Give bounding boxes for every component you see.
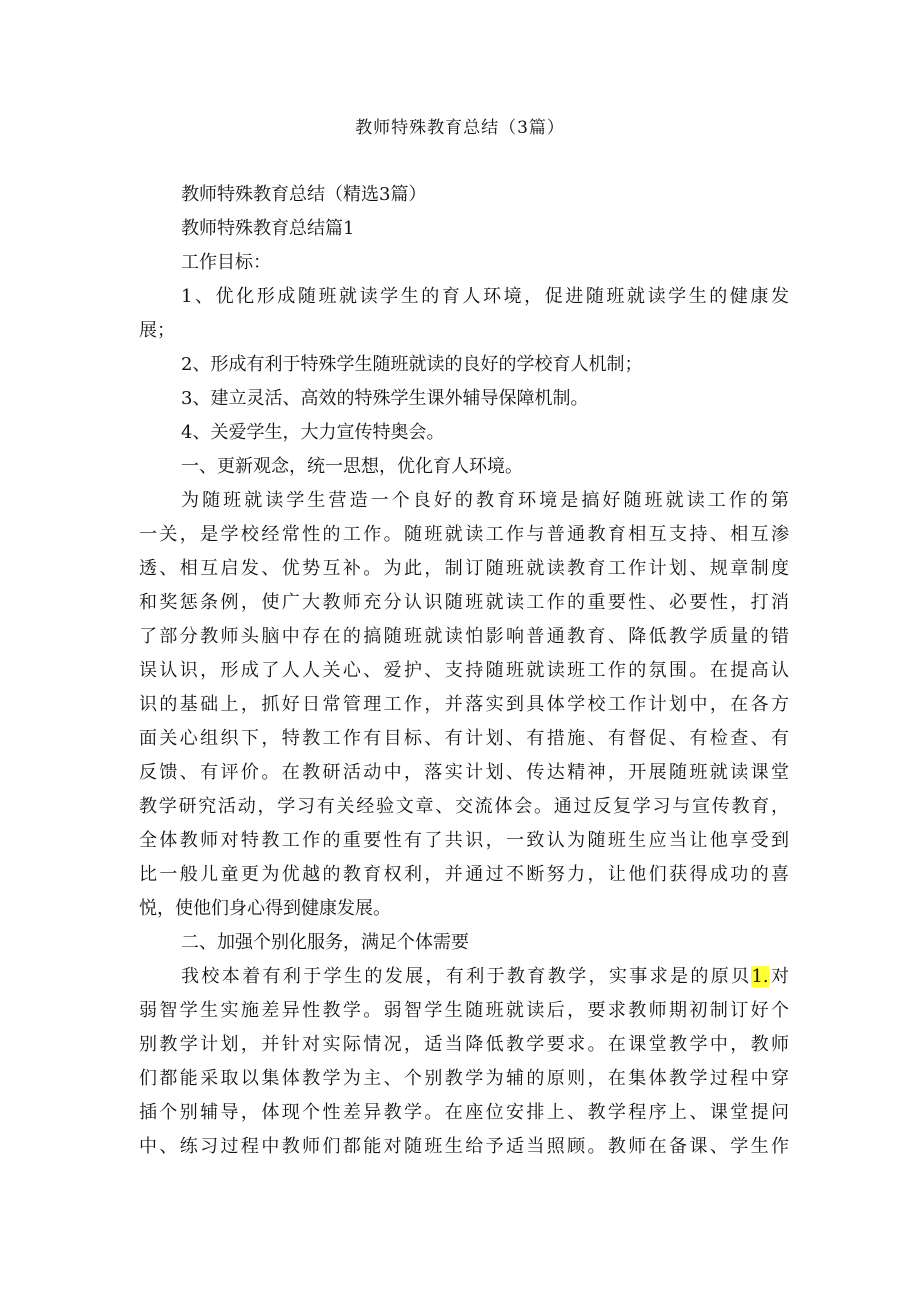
paragraph-line: 识的基础上，抓好日常管理工作，并落实到具体学校工作计划中，在各方 [139,694,789,715]
goal-3: 3、建立灵活、高效的特殊学生课外辅导保障机制。 [181,388,589,409]
paragraph-line: 透、相互启发、优势互补。为此，制订随班就读教育工作计划、规章制度 [139,558,789,579]
paragraph-line: 别教学计划，并针对实际情况，适当降低教学要求。在课堂教学中，教师 [139,1034,789,1055]
paragraph-line: 误认识，形成了人人关心、爱护、支持随班就读班工作的氛围。在提高认 [139,660,789,681]
part-1-heading: 一、更新观念，统一思想，优化育人环境。 [181,456,523,477]
goal-2: 2、形成有利于特殊学生随班就读的良好的学校育人机制； [181,354,643,375]
part-2-heading: 二、加强个别化服务，满足个体需要 [181,932,469,953]
paragraph-line: 一关，是学校经常性的工作。随班就读工作与普通教育相互支持、相互渗 [139,524,789,545]
paragraph-line-highlighted [139,960,789,994]
paragraph-line: 比一般儿童更为优越的教育权利，并通过不断努力，让他们获得成功的喜 [139,864,789,885]
goal-4: 4、关爱学生，大力宣传特奥会。 [181,422,445,443]
section-heading: 教师特殊教育总结篇1 [181,218,355,239]
paragraph-line: 中、练习过程中教师们都能对随班生给予适当照顾。教师在备课、学生作 [139,1136,789,1157]
paragraph-line: 插个别辅导，体现个性差异教学。在座位安排上、教学程序上、课堂提问 [139,1102,789,1123]
paragraph-line: 们都能采取以集体教学为主、个别教学为辅的原则，在集体教学过程中穿 [139,1068,789,1089]
paragraph-line: 教学研究活动，学习有关经验文章、交流体会。通过反复学习与宣传教育， [139,796,789,817]
paragraph-text: 我校本着有利于学生的发展，有利于教育教学，实事求是的原贝 [181,966,752,987]
goals-heading: 工作目标： [181,252,271,273]
subtitle: 教师特殊教育总结（精选3篇） [181,184,427,205]
paragraph-line: 面关心组织下，特教工作有目标、有计划、有措施、有督促、有检查、有 [139,728,789,749]
goal-1-line-1: 1、优化形成随班就读学生的育人环境，促进随班就读学生的健康发 [181,286,789,307]
paragraph-line: 了部分教师头脑中存在的搞随班就读怕影响普通教育、降低教学质量的错 [139,626,789,647]
highlighted-text: 1. [751,966,769,987]
paragraph-line: 悦，使他们身心得到健康发展。 [139,898,391,919]
paragraph-line: 为随班就读学生营造一个良好的教育环境是搞好随班就读工作的第 [181,490,789,511]
paragraph-line: 全体教师对特教工作的重要性有了共识，一致认为随班生应当让他享受到 [139,830,789,851]
paragraph-line: 和奖惩条例，使广大教师充分认识随班就读工作的重要性、必要性，打消 [139,592,789,613]
document-title: 教师特殊教育总结（3篇） [355,118,565,138]
document-body [139,178,789,1164]
paragraph-text: 对 [768,966,789,987]
goal-1-line-2: 展； [139,320,175,341]
paragraph-line: 反馈、有评价。在教研活动中，落实计划、传达精神，开展随班就读课堂 [139,762,789,783]
paragraph-line: 弱智学生实施差异性教学。弱智学生随班就读后，要求教师期初制订好个 [139,1000,789,1021]
